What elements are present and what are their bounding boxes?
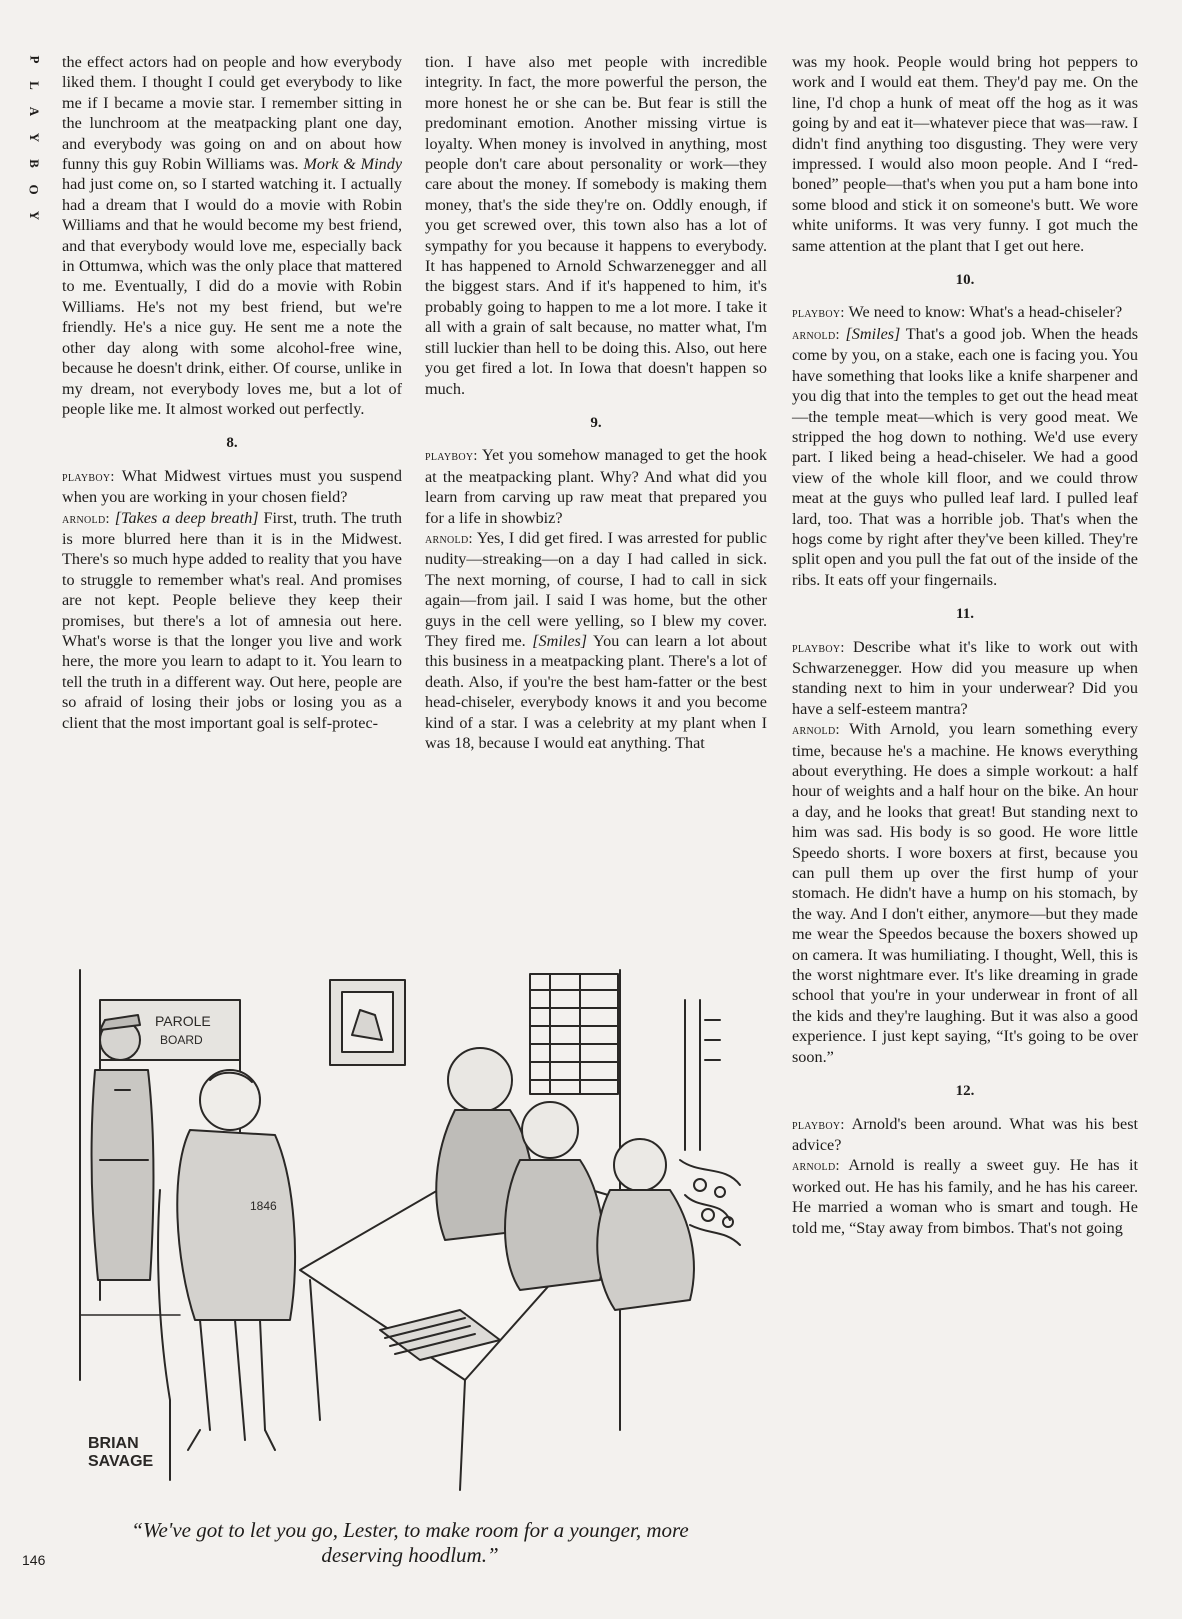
question	[792, 637, 1138, 720]
speaker-label: playboy:	[792, 1116, 845, 1133]
answer-text: First, truth. The truth is more blurred here than it is in the Midwest. There's so much hype added to reality that you have to struggle to remember what's real. And promises are not kept. People believe they keep their promises, but there's a lot of amnesia out here. What's worse is that the longer you live and work here, the more you learn to adapt to it. You learn to tell the truth in a different way. Out here, people are so afraid of losing their jobs or losing you as a client that the most important goal is self-protec-	[62, 508, 402, 732]
artist-signature-line-2: SAVAGE	[88, 1453, 154, 1470]
question-text: We need to know: What's a head-chiseler?	[844, 303, 1123, 322]
wall-picture-drawing	[330, 980, 405, 1065]
answer	[792, 719, 1138, 1067]
logo-letter: B	[26, 159, 42, 169]
speaker-label: playboy:	[792, 639, 845, 656]
speaker-label: playboy:	[62, 468, 115, 485]
answer-text: That's a good job. When the heads come by you, on a stake, each one is facing you. You have something that looks like a knife sharpener and you dig that into the temples to get out the head meat—the temple meat—which is very good meat. We stripped the hog down to nothing. We'd use every part. I liked being a head-chiseler. We had a good view of the whole kill floor, and we could throw meat at the guys who pulled leaf lard. I pulled leaf lard, too. That was a horrible job. That's when the hogs come by right after they've been killed. They're split open and you pull the fat out of the inside of the ribs. It eats off your fingernails.	[792, 324, 1139, 589]
logo-letter: L	[26, 81, 42, 91]
window-blinds-drawing	[530, 974, 618, 1094]
column-2	[425, 52, 767, 753]
artist-signature-line-1: BRIAN	[88, 1435, 139, 1452]
body-text: was my hook. People would bring hot peppers to work and I would eat them. They'd pay me. On the line, I'd chop a hunk of meat off the hog as it was going by and eat it—whatever piece that was—raw. I didn't find anything too disgusting. They were very impressed. I would also moon people. And I “red-boned” people—that's when you put a ham bone into some blood and stick it on someone's butt. We wore white uniforms. It was very funny. I got much the same attention at the plant that I get out here.	[792, 53, 1138, 255]
logo-letter: O	[27, 184, 42, 196]
speaker-label: arnold:	[792, 326, 840, 343]
answer-text: Yes, I did get fired. I was arrested for public nudity—streaking—on a day I had called in sick. The next morning, of course, I had to call in sick again—from jail. I said I was home, but the other guys in the cell were yelling, so I blew my cover. They fired me.	[425, 528, 767, 650]
body-text: had just come on, so I started watching it. I actually had a dream that I would do a movie with Robin Williams and that he would become my best friend, and that everybody would love me, especially back in Ottumwa, which was the only place that mattered to me. Eventually, I did do a movie with Robin Williams. He's not my best friend, but we're friendly. He's a nice guy. He sent me a note the other day along with some alcohol-free wine, because he doesn't drink, either. Of course, unlike in my dream, not everybody loves me, but a lot of people like me. It almost worked out perfectly.	[62, 175, 402, 418]
body-text: tion. I have also met people with incredible integrity. In fact, the more powerful the person, the more honest he or she can be. But fear is still the predominant emotion. Another missing virtue is loyalty. When money is involved in anything, most people don't care about personality or work—they care about the money. If somebody is making them money, that's the side they're on. Oddly enough, if you get screwed over, this town also has a lot of sympathy for you because it happens to everybody. It has happened to Arnold Schwarzenegger and all the biggest stars. And if it's happened to him, it's probably going to happen to me a lot more. I take it all with a grain of salt because, no matter what, I'm still luckier than hell to be doing this. Also, out here you get fired a lot. In Iowa that doesn't happen so much.	[425, 53, 767, 398]
prisoner-drawing	[158, 1070, 295, 1480]
answer-text: With Arnold, you learn something every time, because he's a machine. He knows everything about everything. He does a simple workout: a half hour of weights and a half hour on the bike. An hour a day, and he looks that great! But standing next to him was sad. His body is so good. He wore little Speedo shorts. I wore boxers at first, because you can pull them up over the first hump of your stomach. He didn't have a hump on his stomach, by the way. And I don't either, anymore—but they made me wear the Speedos because the boxers showed up on camera. It was humiliating. I thought, Well, this is the worst nightmare ever. It's like dreaming in grade school that you're in your underwear in front of all the kids and they're laughing. But it was also a good experience. I just kept saying, “It's going to be over soon.”	[792, 720, 1138, 1066]
speaker-label: arnold:	[792, 1158, 840, 1175]
page-number: 146	[22, 1552, 46, 1568]
speaker-label: arnold:	[62, 510, 110, 527]
speaker-label: arnold:	[425, 530, 473, 547]
question	[62, 466, 402, 508]
question-number: 12.	[955, 1083, 975, 1100]
answer-text: Arnold is really a sweet guy. He has it worked out. He has his family, and he has his career. He married a woman who is smart and tough. He told me, “Stay away from bimbos. That's not going	[792, 1156, 1138, 1237]
question-number: 8.	[226, 435, 238, 452]
logo-letter: A	[26, 106, 42, 118]
prisoner-number: 1846	[250, 1199, 277, 1213]
question	[792, 302, 1138, 323]
speaker-label: playboy:	[792, 305, 845, 322]
logo-letter: Y	[26, 210, 42, 222]
cartoon-caption: “We've got to let you go, Lester, to make room for a younger, more deserving hoodlum.”	[131, 1518, 689, 1567]
speaker-label: playboy:	[425, 448, 478, 465]
question-text: Describe what it's like to work out with Schwarzenegger. How did you measure up when standing next to him in your underwear? Did you have a self-esteem mantra?	[792, 637, 1138, 718]
question-text: Arnold's been around. What was his best advice?	[792, 1114, 1138, 1154]
question-number: 11.	[956, 606, 974, 623]
answer	[425, 528, 767, 753]
question-text: What Midwest virtues must you suspend when you are working in your chosen field?	[62, 466, 402, 507]
stage-direction: [Smiles]	[845, 324, 901, 343]
column-1	[62, 52, 402, 733]
question	[792, 1114, 1138, 1156]
question-number: 10.	[955, 272, 975, 289]
paragraph	[62, 52, 402, 419]
question	[425, 445, 767, 528]
answer	[62, 508, 402, 733]
answer	[792, 1155, 1138, 1238]
stage-direction: [Takes a deep breath]	[114, 508, 259, 527]
answer-text: You can learn a lot about this business in a meatpacking plant. There's a lot of death. Also, if you're the best ham-fatter or the best head-chiseler, everybody knows it and you become kind of a star. I was a celebrity at my plant when I was 18, because I would eat anything. That	[425, 631, 767, 752]
body-text: the effect actors had on people and how everybody liked them. I thought I could get everybody to like me if I became a movie star. I remember sitting in the lunchroom at the meatpacking plant one day, and everybody was going on and on about how funny this guy Robin Williams was.	[62, 53, 402, 174]
column-3	[792, 52, 1138, 1238]
cartoon-illustration	[60, 960, 760, 1515]
door-sign-line-1: PAROLE	[155, 1013, 211, 1029]
paragraph	[425, 52, 767, 399]
door-sign-line-2: BOARD	[160, 1033, 203, 1047]
stage-direction: [Smiles]	[532, 631, 588, 650]
question-text: Yet you somehow managed to get the hook at the meatpacking plant. Why? And what did you learn from carving up raw meat that prepared you for a life in showbiz?	[425, 446, 767, 527]
answer	[792, 324, 1138, 590]
file-cabinet-drawing	[680, 1000, 740, 1245]
running-head-logo	[22, 50, 46, 226]
logo-letter: Y	[26, 132, 42, 144]
board-member-drawing	[597, 1139, 694, 1310]
show-title: Mork & Mindy	[303, 155, 402, 174]
logo-letter: P	[26, 55, 42, 65]
paragraph	[792, 52, 1138, 256]
question-number: 9.	[590, 414, 602, 431]
speaker-label: arnold:	[792, 722, 840, 739]
